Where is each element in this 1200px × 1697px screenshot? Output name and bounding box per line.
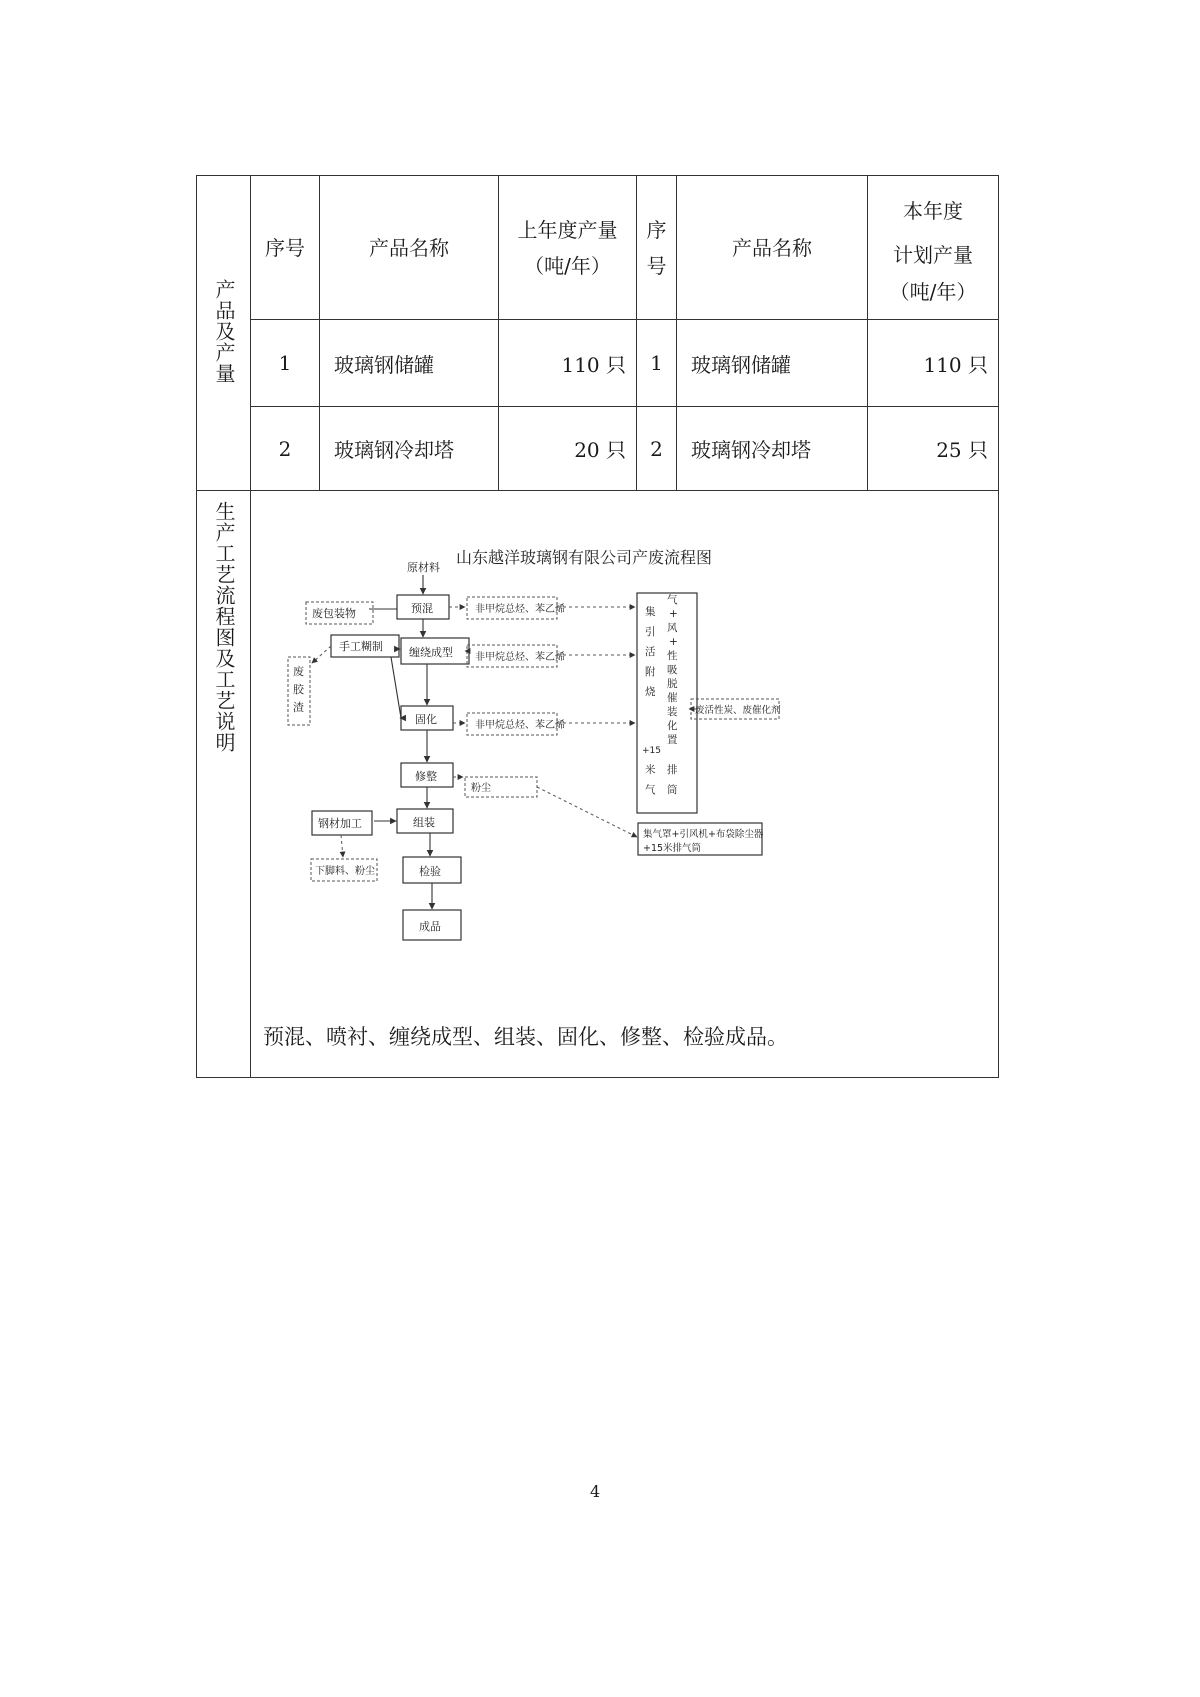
node-waste-carbon-label: 废活性炭、废催化剂 <box>695 705 781 716</box>
node-winding-label: 缠绕成型 <box>409 646 453 659</box>
header-name: 产品名称 <box>320 176 499 320</box>
node-waste-pack-label: 废包装物 <box>312 607 356 620</box>
treat-col2-5: 吸 <box>667 664 678 676</box>
products-section-label-text: 产品及产量 <box>212 278 236 384</box>
process-cell <box>251 491 999 1078</box>
node-curing-label: 固化 <box>415 713 437 726</box>
treat-col2-2: 风 <box>667 622 678 634</box>
node-handlay-label: 手工糊制 <box>339 640 383 653</box>
products-section-label <box>197 176 251 491</box>
row1-name2: 玻璃钢储罐 <box>677 320 868 407</box>
treat-col2-8: 装 <box>667 706 678 718</box>
process-section-label <box>197 491 251 1078</box>
product-process-table <box>196 175 999 1078</box>
row1-last: 110 只 <box>499 320 637 407</box>
header-seq2: 序 号 <box>637 176 677 320</box>
node-dust-treat-label-1: 集气罩+引风机+布袋除尘器 <box>643 829 764 840</box>
treat-col1-5: +15 <box>642 746 661 756</box>
page-number: 4 <box>590 1482 601 1501</box>
node-residue-label-1: 废 <box>293 665 304 678</box>
row2-name: 玻璃钢冷却塔 <box>320 407 499 491</box>
process-description: 预混、喷衬、缠绕成型、组装、固化、修整、检验成品。 <box>263 1025 788 1049</box>
row2-seq2: 2 <box>637 407 677 491</box>
node-dust-label: 粉尘 <box>471 783 491 794</box>
node-residue-label-3: 渣 <box>293 701 304 714</box>
node-product-label: 成品 <box>419 920 441 933</box>
treat-col2-9: 化 <box>667 720 678 732</box>
treat-col2-7: 催 <box>667 692 678 704</box>
node-premix-label: 预混 <box>411 602 433 615</box>
node-steel-label: 钢材加工 <box>318 817 362 830</box>
flow-diagram-svg <box>251 491 1003 1076</box>
row2-plan: 25 只 <box>868 407 999 491</box>
treat-col2-3: + <box>669 636 678 648</box>
table-row <box>197 407 999 491</box>
node-voc2-label: 非甲烷总烃、苯乙烯 <box>475 652 565 663</box>
header-name2: 产品名称 <box>677 176 868 320</box>
node-voc1-label: 非甲烷总烃、苯乙烯 <box>475 604 565 615</box>
flow-title: 山东越洋玻璃钢有限公司产废流程图 <box>456 548 713 567</box>
process-section-label-text: 生产工艺流程图及工艺说明 <box>212 501 236 753</box>
node-scrap-label: 下脚料、粉尘 <box>315 866 375 877</box>
treat-col2-6: 脱 <box>667 678 678 690</box>
treat-col2-4: 性 <box>667 650 678 662</box>
row2-name2: 玻璃钢冷却塔 <box>677 407 868 491</box>
header-seq: 序号 <box>251 176 320 320</box>
node-inspect-label: 检验 <box>419 865 441 878</box>
treat-col2-12: 筒 <box>667 784 678 796</box>
treat-col2-1: + <box>669 608 678 620</box>
node-dust-treat-label-2: +15米排气筒 <box>643 843 702 854</box>
treat-col2-0: 气 <box>667 594 678 606</box>
row1-name: 玻璃钢储罐 <box>320 320 499 407</box>
header-last-year: 上年度产量 （吨/年） <box>499 176 637 320</box>
treat-col1-0: 集 <box>645 606 656 618</box>
table-row <box>197 320 999 407</box>
treat-col1-7: 气 <box>645 784 656 796</box>
row1-plan: 110 只 <box>868 320 999 407</box>
row1-seq2: 1 <box>637 320 677 407</box>
treat-col1-6: 米 <box>645 764 656 776</box>
row1-seq: 1 <box>251 320 320 407</box>
treat-col1-1: 引 <box>645 626 656 638</box>
treat-col2-10: 置 <box>667 734 678 746</box>
flow-diagram <box>251 491 1003 1076</box>
node-voc3-label: 非甲烷总烃、苯乙烯 <box>475 720 565 731</box>
node-raw-label: 原材料 <box>407 561 440 574</box>
row2-last: 20 只 <box>499 407 637 491</box>
row2-seq: 2 <box>251 407 320 491</box>
node-residue-label-2: 胶 <box>293 683 304 696</box>
header-this-year: 本年度 计划产量 （吨/年） <box>868 176 999 320</box>
node-trim-label: 修整 <box>415 770 437 783</box>
treat-col1-4: 烧 <box>645 686 656 698</box>
treat-col2-11: 排 <box>667 764 678 776</box>
treat-col1-3: 附 <box>645 666 656 678</box>
treat-col1-2: 活 <box>645 646 656 658</box>
node-assembly-label: 组装 <box>413 816 435 829</box>
